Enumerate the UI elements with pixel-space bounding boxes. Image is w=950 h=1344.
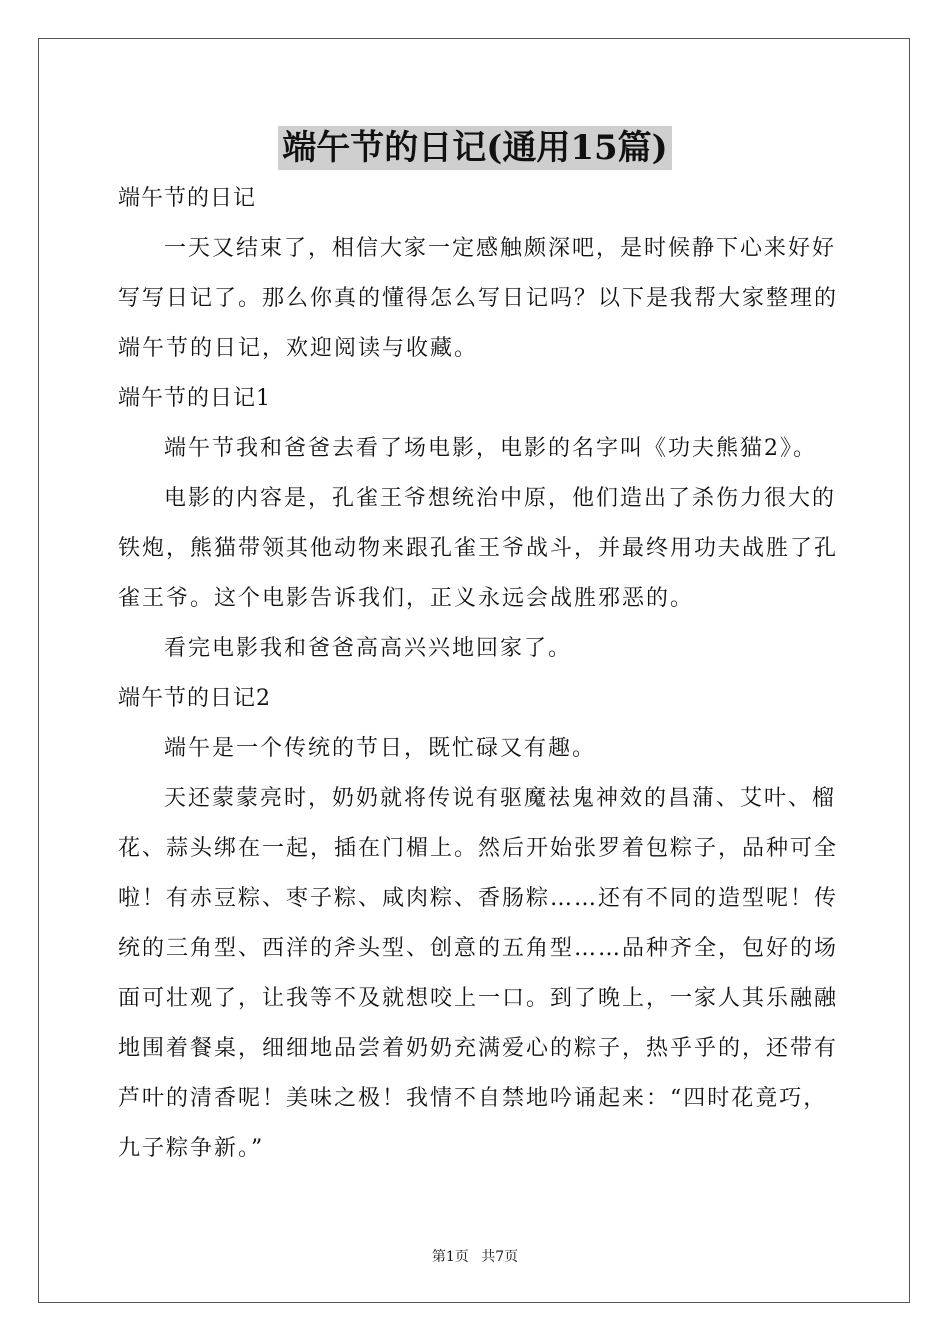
page-footer (0, 1246, 950, 1266)
section-heading: 端午节的日记1 (118, 386, 271, 411)
page-total: 共7页 (481, 1249, 519, 1265)
document-title: 端午节的日记(通用15篇) (278, 126, 672, 170)
paragraph-line: 天还蒙蒙亮时，奶奶就将传说有驱魔祛鬼神效的昌蒲、艾叶、榴 (164, 786, 837, 811)
paragraph-line: 啦！有赤豆粽、枣子粽、咸肉粽、香肠粽……还有不同的造型呢！传 (118, 886, 839, 911)
paragraph-line: 电影的内容是，孔雀王爷想统治中原，他们造出了杀伤力很大的 (164, 486, 837, 511)
paragraph-line: 九子粽争新。” (118, 1136, 265, 1161)
paragraph-line: 地围着餐桌，细细地品尝着奶奶充满爱心的粽子，热乎乎的，还带有 (118, 1036, 839, 1061)
paragraph-line: 端午是一个传统的节日，既忙碌又有趣。 (164, 736, 597, 761)
intro-line: 端午节的日记，欢迎阅读与收藏。 (118, 336, 479, 361)
title-container (0, 126, 950, 170)
paragraph-line: 统的三角型、西洋的斧头型、创意的五角型……品种齐全，包好的场 (118, 936, 839, 961)
page-number: 第1页 (431, 1249, 469, 1265)
paragraph-line: 铁炮，熊猫带领其他动物来跟孔雀王爷战斗，并最终用功夫战胜了孔 (118, 536, 839, 561)
paragraph-line: 花、蒜头绑在一起，插在门楣上。然后开始张罗着包粽子，品种可全 (118, 836, 839, 861)
paragraph-line: 面可壮观了，让我等不及就想咬上一口。到了晚上，一家人其乐融融 (118, 986, 839, 1011)
paragraph-line: 端午节我和爸爸去看了场电影，电影的名字叫《功夫熊猫2》。 (164, 436, 817, 461)
paragraph-line: 雀王爷。这个电影告诉我们，正义永远会战胜邪恶的。 (118, 586, 695, 611)
subtitle: 端午节的日记 (118, 186, 257, 211)
section-heading: 端午节的日记2 (118, 686, 271, 711)
paragraph-line: 芦叶的清香呢！美味之极！我情不自禁地吟诵起来：“四时花竟巧， (118, 1086, 828, 1111)
intro-line: 一天又结束了，相信大家一定感触颇深吧，是时候静下心来好好 (164, 236, 837, 261)
document-body (118, 174, 839, 1174)
paragraph-line: 看完电影我和爸爸高高兴兴地回家了。 (164, 636, 573, 661)
intro-line: 写写日记了。那么你真的懂得怎么写日记吗？以下是我帮大家整理的 (118, 286, 839, 311)
